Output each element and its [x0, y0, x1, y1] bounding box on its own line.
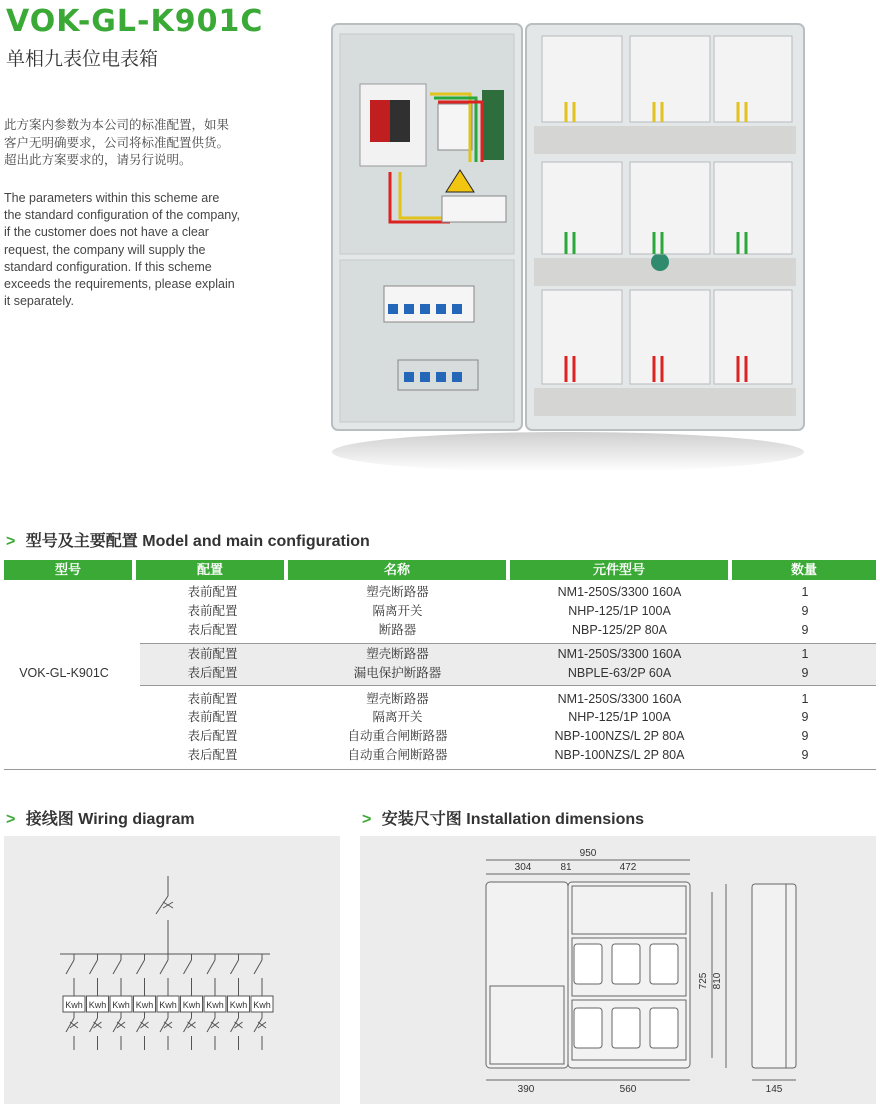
description-en-line: standard configuration. If this scheme — [4, 259, 212, 274]
table-cell-part: NBP-100NZS/L 2P 80A — [554, 729, 685, 743]
wiring-branch — [134, 954, 156, 1050]
chevron-right-icon: > — [6, 811, 16, 828]
table-cell-config: 表前配置 — [187, 604, 238, 618]
description-cn-line: 此方案内参数为本公司的标准配置，如果 — [4, 117, 230, 132]
product-subtitle: 单相九表位电表箱 — [6, 48, 159, 70]
kwh-meter-label: Kwh — [135, 1000, 154, 1010]
description-cn — [4, 116, 248, 169]
model-cell: VOK-GL-K901C — [19, 666, 109, 680]
header-config: 配置 — [136, 560, 284, 580]
table-cell-qty: 1 — [801, 585, 809, 599]
wiring-branch — [157, 954, 179, 1050]
install-section-title — [362, 806, 644, 829]
table-cell-part: NM1-250S/3300 160A — [557, 692, 682, 706]
dim-right-bottom: 560 — [619, 1084, 637, 1095]
kwh-meter-label: Kwh — [112, 1000, 130, 1010]
wiring-section-title — [6, 806, 195, 829]
table-cell-qty: 9 — [801, 748, 809, 762]
config-title-cn: 型号及主要配置 — [25, 533, 138, 550]
wiring-branch — [87, 954, 109, 1050]
header-name: 名称 — [288, 560, 506, 580]
table-cell-part: NHP-125/1P 100A — [568, 604, 671, 618]
config-section-title — [6, 528, 370, 551]
kwh-meter-label: Kwh — [182, 1000, 201, 1010]
install-title-en: Installation dimensions — [466, 811, 645, 828]
meter-window — [650, 1008, 678, 1048]
table-cell-qty: 9 — [801, 710, 809, 724]
table-cell-name: 隔离开关 — [372, 710, 423, 724]
table-cell-qty: 1 — [801, 692, 809, 706]
table-cell-part: NM1-250S/3300 160A — [557, 647, 682, 661]
dim-inner-height: 725 — [698, 972, 709, 990]
table-cell-config: 表前配置 — [187, 692, 238, 706]
table-cell-name: 塑壳断路器 — [366, 585, 429, 599]
table-cell-name: 漏电保护断路器 — [353, 666, 442, 680]
wiring-branch — [181, 954, 203, 1050]
wiring-branch — [110, 954, 132, 1050]
description-en-line: it separately. — [4, 294, 74, 309]
wiring-title-cn: 接线图 — [25, 811, 74, 828]
dim-left-top: 304 — [514, 862, 532, 873]
header-model: 型号 — [4, 560, 132, 580]
kwh-meter-label: Kwh — [88, 1000, 107, 1010]
kwh-meter-label: Kwh — [159, 1000, 177, 1010]
table-cell-qty: 1 — [801, 647, 809, 661]
model-title: VOK-GL-K901C — [6, 4, 264, 39]
table-cell-config: 表后配置 — [187, 729, 238, 743]
kwh-meter-label: Kwh — [206, 1000, 224, 1010]
dim-gap: 81 — [560, 862, 572, 873]
dim-right-top: 472 — [619, 862, 637, 873]
table-divider — [140, 643, 876, 644]
table-divider — [140, 685, 876, 686]
description-cn-line: 客户无明确要求，公司将标准配置供货。 — [4, 134, 230, 150]
description-en-line: if the customer does not have a clear — [4, 225, 209, 240]
table-cell-name: 自动重合闸断路器 — [347, 748, 448, 762]
install-diagram — [360, 836, 876, 1104]
meter-window — [612, 944, 640, 984]
kwh-meter-label: Kwh — [253, 1000, 271, 1010]
meter-window — [650, 944, 678, 984]
wiring-branch — [204, 954, 226, 1050]
table-cell-part: NBPLE-63/2P 60A — [567, 666, 672, 680]
table-cell-config: 表后配置 — [187, 748, 238, 762]
chevron-right-icon: > — [362, 811, 372, 828]
config-title-en: Model and main configuration — [142, 533, 370, 550]
header-qty: 数量 — [732, 560, 876, 580]
table-cell-name: 隔离开关 — [372, 604, 423, 618]
table-bottom-line — [4, 769, 876, 770]
dim-outer-height: 810 — [712, 972, 723, 990]
table-cell-part: NHP-125/1P 100A — [568, 710, 671, 724]
chevron-right-icon: > — [6, 533, 16, 550]
wiring-branch — [251, 954, 273, 1050]
install-diagram-panel — [360, 836, 876, 1104]
table-cell-config: 表前配置 — [187, 647, 238, 661]
description-cn-line: 超出此方案要求的，请另行说明。 — [4, 152, 192, 167]
dim-depth: 145 — [765, 1084, 783, 1095]
wiring-branch — [63, 954, 85, 1050]
table-cell-name: 自动重合闸断路器 — [347, 729, 448, 743]
wiring-title-en: Wiring diagram — [78, 811, 195, 828]
table-cell-name: 断路器 — [378, 623, 417, 637]
meter-box-photo — [330, 22, 806, 472]
wiring-branch — [228, 954, 250, 1050]
description-en-line: the standard configuration of the company, — [4, 208, 241, 223]
table-cell-name: 塑壳断路器 — [366, 647, 429, 661]
table-cell-part: NM1-250S/3300 160A — [557, 585, 682, 599]
wiring-diagram-panel — [4, 836, 340, 1104]
meter-window — [612, 1008, 640, 1048]
table-cell-config: 表前配置 — [187, 585, 238, 599]
kwh-meter-label: Kwh — [229, 1000, 248, 1010]
dim-total: 950 — [579, 848, 597, 859]
table-cell-qty: 9 — [801, 604, 809, 618]
meter-window — [574, 944, 602, 984]
table-cell-config: 表后配置 — [187, 623, 238, 637]
meter-window — [574, 1008, 602, 1048]
table-cell-part: NBP-100NZS/L 2P 80A — [554, 748, 685, 762]
table-cell-config: 表前配置 — [187, 710, 238, 724]
description-en-line: The parameters within this scheme are — [4, 191, 220, 205]
description-en-line: exceeds the requirements, please explain — [4, 277, 235, 292]
dim-left-bottom: 390 — [517, 1084, 535, 1095]
table-cell-config: 表后配置 — [187, 666, 238, 680]
kwh-meter-label: Kwh — [65, 1000, 83, 1010]
table-cell-qty: 9 — [801, 623, 809, 637]
table-cell-qty: 9 — [801, 729, 809, 743]
description-en-line: request, the company will supply the — [4, 242, 206, 257]
table-cell-qty: 9 — [801, 666, 809, 680]
header-part: 元件型号 — [510, 560, 728, 580]
table-cell-name: 塑壳断路器 — [366, 692, 429, 706]
description-en — [4, 190, 248, 310]
wiring-diagram — [4, 836, 340, 1104]
table-cell-part: NBP-125/2P 80A — [572, 623, 667, 637]
install-title-cn: 安装尺寸图 — [381, 811, 462, 828]
